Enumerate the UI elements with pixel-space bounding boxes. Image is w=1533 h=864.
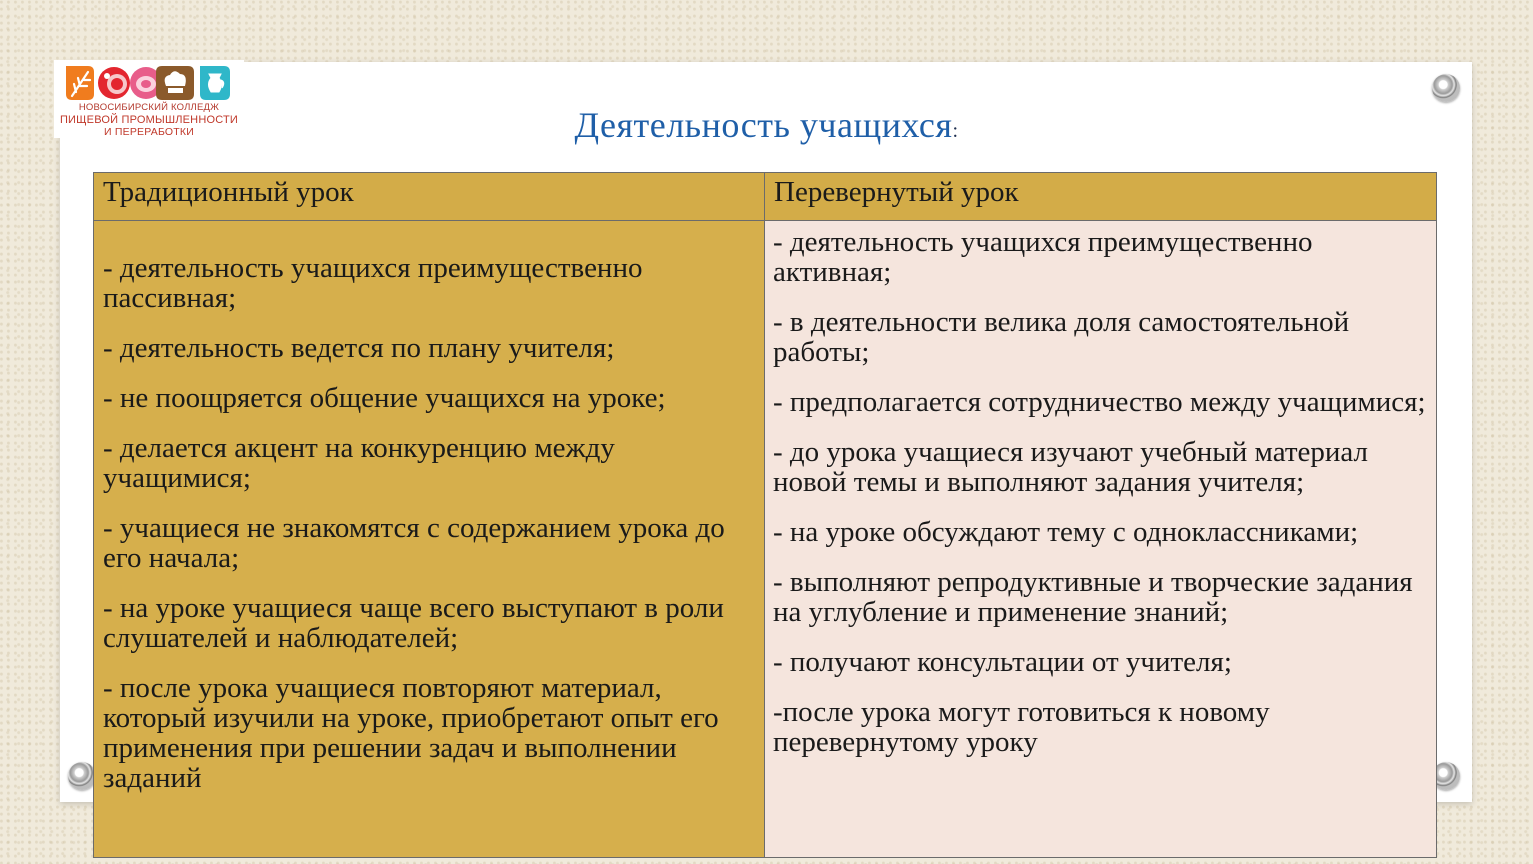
traditional-item: - после урока учащиеся повторяют материал, который изучили на уроке, приобретают опыт его применения при решении задач и выполнении заданий	[103, 672, 719, 794]
logo-food-icon	[98, 67, 130, 99]
flipped-item: -после урока могут готовиться к новому перевернутому уроку	[773, 696, 1270, 758]
pushpin-icon	[68, 762, 96, 790]
logo-text-line2: ПИЩЕВОЙ ПРОМЫШЛЕННОСТИ	[59, 114, 239, 126]
comparison-table	[93, 172, 1437, 858]
traditional-item: - не поощряется общение учащихся на уроке;	[103, 382, 666, 414]
flipped-item: - выполняют репродуктивные и творческие задания на углубление и применение знаний;	[773, 566, 1413, 628]
slide-title	[0, 104, 1533, 146]
flipped-item: - деятельность учащихся преимущественно активная;	[773, 226, 1313, 288]
pushpin-icon	[1432, 74, 1460, 102]
table-row	[94, 221, 1437, 858]
table-header-row	[94, 173, 1437, 221]
traditional-item: - учащиеся не знакомятся с содержанием урока до его начала;	[103, 512, 725, 574]
traditional-item: - на уроке учащиеся чаще всего выступают в роли слушателей и наблюдателей;	[103, 592, 724, 654]
logo-jug-icon	[200, 66, 230, 100]
header-traditional-lesson: Традиционный урок	[94, 173, 765, 221]
traditional-lesson-cell	[94, 221, 765, 858]
logo-wheat-icon	[66, 66, 94, 100]
flipped-item: - в деятельности велика доля самостоятельной работы;	[773, 306, 1350, 368]
slide-title-colon: :	[952, 120, 959, 142]
logo-emblem-icon	[62, 62, 232, 102]
flipped-item: - получают консультации от учителя;	[773, 646, 1232, 678]
flipped-item: - предполагается сотрудничество между учащимися;	[773, 386, 1426, 418]
traditional-item: - делается акцент на конкуренцию между учащимися;	[103, 432, 615, 494]
traditional-item: - деятельность учащихся преимущественно пассивная;	[103, 252, 643, 314]
traditional-item: - деятельность ведется по плану учителя;	[103, 332, 615, 364]
logo-chef-hat-icon	[156, 66, 194, 100]
flipped-item: - до урока учащиеся изучают учебный материал новой темы и выполняют задания учителя;	[773, 436, 1368, 498]
slide-title-text: Деятельность учащихся	[574, 105, 953, 145]
flipped-lesson-cell	[765, 221, 1437, 858]
logo-text-line1: НОВОСИБИРСКИЙ КОЛЛЕДЖ	[78, 102, 220, 113]
header-flipped-lesson: Перевернутый урок	[765, 173, 1437, 221]
flipped-item: - на уроке обсуждают тему с одноклассниками;	[773, 516, 1359, 548]
logo-text-line3: И ПЕРЕРАБОТКИ	[104, 126, 194, 138]
